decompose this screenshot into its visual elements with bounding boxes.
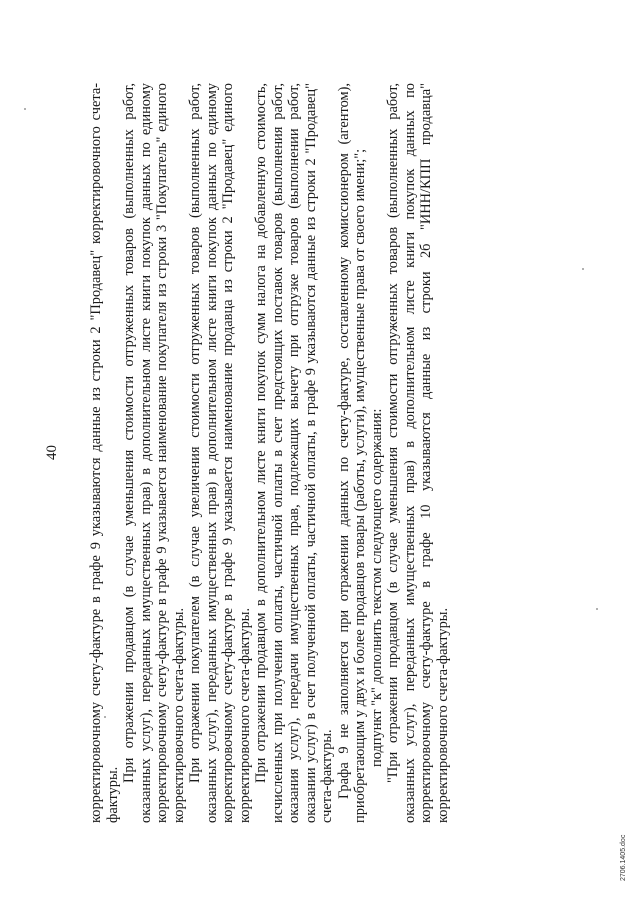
scan-speck <box>24 108 26 110</box>
scan-speck <box>596 608 598 610</box>
document-body <box>88 83 451 823</box>
scan-speck <box>104 716 106 718</box>
paragraph: При отражении продавцом в дополнительном листе книги покупок сумм налога на добавленную стоимость, исчисленных при получении оплаты, частичной оплаты в счет предстоящих поставок товаров (выполнения работ, оказания услуг), передачи имущественных прав, подлежащих вычету при отгрузке товаров (выполнении работ, оказании услуг) в счет полученной оплаты, частичной оплаты, в графе 9 указываются данные из строки 2 "Продавец" счета-фактуры. <box>253 83 335 823</box>
page-number: 40 <box>44 445 60 460</box>
document-filename: 2706.1405.doc <box>620 834 627 881</box>
paragraph: При отражении продавцом (в случае уменьшения стоимости отгруженных товаров (выполненных работ, оказанных услуг), переданных имущественных прав) в дополнительном листе книги покупок данных по единому корректировочному счету-фактуре в графе 9 указывается наименование покупателя из строки 3 "Покупатель" единого корректировочного счета-фактуры. <box>121 83 187 823</box>
paragraph: корректировочному счету-фактуре в графе 9 указываются данные из строки 2 "Продавец" корректировочного счета-фактуры. <box>88 83 121 823</box>
paragraph: подпункт "к" дополнить текстом следующего содержания: <box>368 408 385 767</box>
scan-speck <box>582 268 584 270</box>
paragraph: "При отражении продавцом (в случае уменьшения стоимости отгруженных товаров (выполненных работ, оказанных услуг), переданных имущественных прав) в дополнительном листе книги покупок данных по корректировочному счету-фактуре в графе 10 указываются данные из строки 2б "ИНН/КПП продавца" корректировочного счета-фактуры. <box>385 83 451 823</box>
paragraph: Графа 9 не заполняется при отражении данных по счету-фактуре, составленному комиссионером (агентом), приобретающим у двух и более продавцов товары (работы, услуги), имущественные права от своего имени;"; <box>335 83 368 823</box>
paragraph: При отражении покупателем (в случае увеличения стоимости отгруженных товаров (выполненных работ, оказанных услуг), переданных имущественных прав) в дополнительном листе книги покупок данных по единому корректировочному счету-фактуре в графе 9 указывается наименование продавца из строки 2 "Продавец" единого корректировочного счета-фактуры. <box>187 83 253 823</box>
